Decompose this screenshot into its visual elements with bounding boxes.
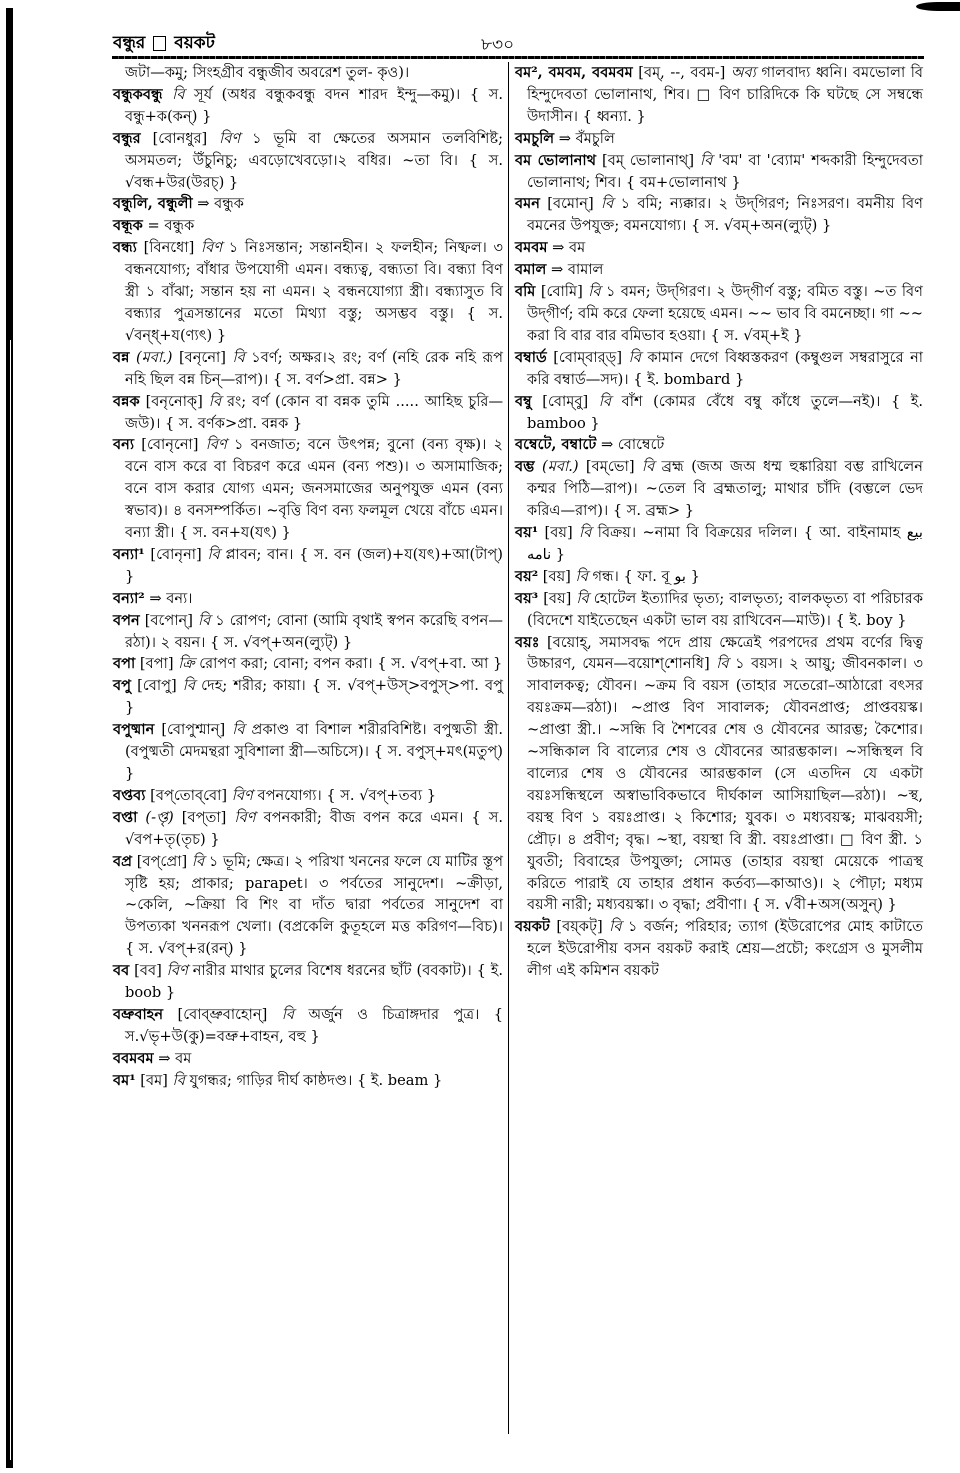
dictionary-entry bbox=[113, 347, 503, 391]
entry-etymology: { ই. beam } bbox=[357, 1071, 443, 1089]
entry-definition: বাঁশ (কোমর বেঁধে বম্বু কাঁধে তুলে—নই)। bbox=[621, 392, 881, 410]
entry-headword: বন্ধুর bbox=[113, 129, 141, 147]
entry-part-of-speech: বি bbox=[641, 458, 655, 476]
entry-headword: বন্ধূক bbox=[113, 217, 143, 235]
entry-etymology: { ই. bombard } bbox=[633, 370, 745, 388]
entry-part-of-speech: বি bbox=[588, 283, 601, 301]
entry-definition: ⇒ বন্য। bbox=[149, 589, 193, 607]
entry-definition: নারীর মাথার চুলের বিশেষ ধরনের ছাঁট (ববকাট)। bbox=[192, 962, 472, 980]
entry-headword: বপ্তা bbox=[113, 808, 138, 826]
dictionary-entry bbox=[113, 62, 503, 84]
entry-headword: বমচুলি bbox=[515, 129, 555, 147]
scan-corner-mark bbox=[916, 2, 960, 11]
entry-pronunciation: [বম] bbox=[140, 1071, 168, 1089]
entry-part-of-speech: বিণ bbox=[234, 808, 256, 826]
entry-headword: বপ্র bbox=[113, 852, 133, 870]
entry-etymology: { স. √বম্+ই } bbox=[710, 326, 803, 344]
entry-part-of-speech: বি bbox=[281, 1005, 295, 1023]
entry-pronunciation: [বোমি] bbox=[540, 283, 583, 301]
dictionary-entry bbox=[113, 128, 503, 194]
entry-headword: বমন bbox=[515, 195, 540, 213]
page-number: ৮৩০ bbox=[481, 35, 515, 55]
entry-register: (-প্তৃ) bbox=[145, 808, 174, 826]
entry-definition: বিক্রয়। ~নামা বি বিক্রয়ের দলিল। bbox=[597, 524, 798, 542]
entry-etymology: { বম+ভোলানাথ } bbox=[625, 173, 741, 191]
entry-pronunciation: [বিনধো] bbox=[143, 239, 195, 257]
dictionary-entry bbox=[113, 84, 503, 128]
entry-headword: বম্বার্ড bbox=[515, 348, 547, 366]
entry-headword: বয়² bbox=[515, 567, 539, 585]
entry-part-of-speech: বিণ bbox=[205, 436, 227, 454]
entry-etymology: { স. √বপ্+র(রন্) } bbox=[125, 940, 248, 958]
entry-part-of-speech: বি bbox=[575, 567, 588, 585]
entry-definition: রোপণ করা; বোনা; বপন করা। bbox=[199, 655, 373, 673]
dictionary-entry bbox=[113, 851, 503, 961]
dictionary-entry bbox=[515, 916, 923, 982]
entry-headword: বয়ঃ bbox=[515, 633, 540, 651]
dictionary-entry bbox=[113, 653, 503, 675]
dictionary-entry bbox=[113, 675, 503, 719]
entry-etymology: { স. √বপ্+অন(ল্যুট্) } bbox=[210, 633, 353, 651]
entry-pronunciation: [বোম্‌বার্‌ড্] bbox=[553, 348, 623, 366]
entry-headword: বয়¹ bbox=[515, 524, 539, 542]
entry-continuation-text: জটা—কমু; সিংহগ্রীব বন্ধুজীব অবরেশ তুল- কৃও)। bbox=[125, 64, 410, 81]
entry-definition: রং; বর্ণ (কোন বা বন্নক তুমি ..... আহিছ চুরি—জউ)। bbox=[125, 392, 504, 432]
entry-pronunciation: [বব] bbox=[134, 962, 162, 980]
entry-etymology: { স. √বপ্+উস্>বপুস্>পা. বপু } bbox=[125, 677, 503, 717]
entry-pronunciation: [বম্ ভোলানাথ্] bbox=[602, 151, 695, 169]
entry-headword: বম্ভ bbox=[515, 458, 535, 476]
entry-definition: ⇒ বামাল bbox=[550, 261, 604, 279]
entry-definition: দেহ; শরীর; কায়া। bbox=[201, 677, 306, 695]
entry-pronunciation: [বোনৃনো] bbox=[141, 436, 199, 454]
guide-words bbox=[113, 30, 215, 58]
dictionary-entry bbox=[515, 281, 923, 347]
entry-etymology: { ই. boob } bbox=[125, 962, 504, 1002]
entry-definition: ১ বমন; উদ্‌গিরণ। ২ উদ্‌গীর্ণ বস্তু; বমিত বস্তু। ~ত বিণ উদ্‌গীর্ণ; বমি করে ফেলা হয়েছে এমন। ~~ ভাব বি বমনেচ্ছা। গা ~~ করা বি বার বার বমিভাব হওয়া। bbox=[527, 283, 924, 344]
entry-etymology: { স. √বপ্+তব্য } bbox=[326, 786, 436, 804]
entry-headword: বপ্তব্য bbox=[113, 786, 146, 804]
entry-pronunciation: [বনৃনো] bbox=[178, 348, 226, 366]
entry-etymology: { স. ব্রহ্ম> } bbox=[612, 502, 695, 520]
entry-headword: বন্ধুলি, বন্ধুলী bbox=[113, 195, 193, 213]
entry-pronunciation: [বয়] bbox=[544, 524, 573, 542]
entry-etymology: { স. বপুস্+মৎ(মতুপ্) } bbox=[125, 743, 503, 782]
entry-pronunciation: [বপা] bbox=[139, 655, 174, 673]
entry-part-of-speech: বিণ bbox=[200, 239, 223, 257]
entry-etymology: { ধ্বন্যা. } bbox=[582, 107, 646, 125]
entry-definition: ১ বনজাত; বনে উৎপন্ন; বুনো (বন্য বৃক্ষ)। ২ বনে বাস করে বা বিচরণ করে এমন (বন্য পশু)। ৩ অসামাজিক; বনে বাস করার যোগ্য এমন; জনসমাজের অনুপযুক্ত এমন (বন্য স্বভাব)। ৪ বনসম্পর্কিত। ~বৃত্তি বিণ বন্য ফলমূল খেয়ে বাঁচে এমন। বন্যা স্ত্রী। bbox=[125, 436, 504, 542]
entry-headword: বন্য bbox=[113, 436, 135, 454]
entry-headword: বন্যা¹ bbox=[113, 545, 145, 563]
entry-etymology: { স.√ভৃ+উ(কু)=বভ্রু+বাহন, বহু } bbox=[125, 1005, 504, 1045]
dictionary-entry bbox=[515, 128, 923, 150]
entry-headword: বপু bbox=[113, 677, 132, 695]
entry-etymology: { স. √বপ্+বা. আ } bbox=[377, 655, 503, 673]
entry-definition: ১ বমি; ন্যক্কার। ২ উদ্‌গিরণ; নিঃসরণ। বমনীয় বিণ বমনের উপযুক্ত; বমনযোগ্য। bbox=[527, 195, 923, 235]
dictionary-entry bbox=[113, 237, 503, 347]
dictionary-entry bbox=[113, 610, 503, 654]
entry-etymology: { স. বন+য(যৎ) } bbox=[179, 524, 291, 542]
entry-definition: গালবাদ্য ধ্বনি। বমভোলা বি হিন্দুদেবতা ভোলানাথ, শিব। □ বিণ চারিদিকে কি ঘটছে সে সম্বন্ধে উদাসীন। bbox=[527, 64, 924, 125]
entry-part-of-speech: ক্রি bbox=[178, 655, 195, 673]
entry-headword: বম্বেটে, বম্বাটে bbox=[515, 436, 597, 454]
entry-part-of-speech: বি bbox=[197, 611, 211, 629]
entry-definition: ⇒ বম bbox=[552, 239, 586, 257]
entry-part-of-speech: বিণ bbox=[231, 786, 253, 804]
entry-definition: = বন্ধুক bbox=[147, 217, 195, 235]
dictionary-entry bbox=[113, 1048, 503, 1070]
entry-headword: বম², বমবম, ববমবম bbox=[515, 64, 633, 81]
entry-definition: ⇒ বঁমচুলি bbox=[558, 129, 615, 147]
entry-definition: সূর্য (অধর বন্ধুকবন্ধু বদন শারদ ইন্দু—কমু)। bbox=[194, 85, 461, 103]
entry-definition: হোটেল ইত্যাদির ভৃত্য; বালভৃত্য; বালকভৃত্য বা পরিচারক (বিদেশে যাইতেছেন একটা ভাল বয় রাখিবেন—মাউ)। bbox=[527, 589, 924, 629]
entry-definition: বপনযোগ্য। bbox=[257, 786, 322, 804]
entry-pronunciation: [বয়োহ্, সমাসবদ্ধ পদে প্রায় ক্ষেত্রেই পরপদের প্রথম বর্ণের দ্বিত্ব উচ্চারণ, যেমন—বয়োশ্‌শোনধি] bbox=[527, 633, 924, 673]
entry-headword: বন্ধ্য bbox=[113, 239, 137, 257]
entry-pronunciation: [বম্‌ভো] bbox=[585, 458, 635, 476]
entry-pronunciation: [বপ্‌তা] bbox=[181, 808, 227, 826]
entry-pronunciation: [বপ্‌প্রো] bbox=[136, 852, 188, 870]
dictionary-entry bbox=[515, 566, 923, 588]
entry-part-of-speech: বি bbox=[579, 524, 592, 542]
entry-pronunciation: [বোব্‌ভ্রুবাহোন্] bbox=[177, 1005, 268, 1023]
entry-part-of-speech: বি bbox=[232, 348, 245, 366]
entry-part-of-speech: বি bbox=[609, 918, 622, 936]
entry-pronunciation: [বয়্‌কট্] bbox=[556, 918, 603, 936]
dictionary-entry bbox=[515, 391, 923, 435]
entry-pronunciation: [বয়] bbox=[543, 589, 572, 607]
entry-register: (মবা.) bbox=[135, 348, 173, 366]
entry-part-of-speech: বি bbox=[598, 392, 612, 410]
entry-headword: বম¹ bbox=[113, 1071, 136, 1089]
entry-definition: ১ রোপণ; বোনা (আমি বৃথাই স্বপন করেছি বপন—রঠা)। ২ বয়ন। bbox=[125, 611, 503, 651]
dictionary-entry bbox=[113, 807, 503, 851]
entry-part-of-speech: বি bbox=[208, 392, 222, 410]
entry-part-of-speech: বি bbox=[716, 655, 729, 673]
entry-headword: বন্যা² bbox=[113, 589, 145, 607]
dictionary-entry bbox=[113, 1004, 503, 1048]
entry-etymology: { স. বন (জল)+য(যৎ)+আ(টাপ্) } bbox=[125, 545, 503, 585]
entry-definition: ⇒ বন্ধুক bbox=[197, 195, 245, 213]
entry-part-of-speech: বি bbox=[172, 85, 185, 103]
entry-headword: বমবম bbox=[515, 239, 548, 257]
entry-part-of-speech: বিণ bbox=[219, 129, 241, 147]
entry-headword: বম্বু bbox=[515, 392, 532, 410]
entry-part-of-speech: অব্য bbox=[730, 64, 756, 81]
entry-part-of-speech: বি bbox=[600, 195, 614, 213]
entry-pronunciation: [বপোন্] bbox=[144, 611, 193, 629]
entry-part-of-speech: বি bbox=[172, 1071, 185, 1089]
entry-headword: বন্ধুকবন্ধু bbox=[113, 85, 163, 103]
entry-etymology: { ফা. বূ بو } bbox=[623, 567, 700, 585]
dictionary-entry bbox=[515, 237, 923, 259]
guide-separator-box-icon bbox=[153, 36, 166, 51]
entry-register: (মবা.) bbox=[542, 458, 579, 476]
dictionary-entry bbox=[113, 785, 503, 807]
entry-etymology: { স. √বী+অস(অসুন্) } bbox=[751, 896, 897, 914]
dictionary-entry bbox=[515, 347, 923, 391]
dictionary-entry bbox=[515, 522, 923, 566]
entry-part-of-speech: বি bbox=[576, 589, 589, 607]
entry-definition: ১ বয়স। ২ আয়ু; জীবনকাল। ৩ সাবালকত্ব; যৌবন। ~ক্রম বি বয়স (তাহার সতেরো–আঠারো বৎসর বয়ঃক্রম—রঠা)। ~প্রাপ্ত বিণ সাবালক; যৌবনপ্রাপ্ত; প্রাপ্তবয়স্ক। ~প্রাপ্তা স্ত্রী.। ~সন্ধি বি শৈশবের শেষ ও যৌবনের আরম্ভ; কৈশোর। ~সন্ধিকাল বি বাল্যের শেষ ও যৌবনের আরম্ভকাল। ~সন্ধিস্থল বি বাল্যের শেষ ও যৌবনের আরম্ভকাল (সে এতদিন যে একটা বয়ঃসন্ধিস্থলে অস্বাভাবিকভাবে দীর্ঘকাল আসিয়াছিল—রঠা)। ~স্থ, বয়স্থ বিণ ১ বয়ঃপ্রাপ্ত। ২ কিশোর; যুবক। ৩ মধ্যবয়স্ক; মাঝবয়সী; প্রৌঢ়। ৪ প্রবীণ; বৃদ্ধ। ~স্থা, বয়স্থা বি স্ত্রী. বয়ঃপ্রাপ্তা। □ বিণ স্ত্রী. ১ যুবতী; বিবাহের উপযুক্তা; সোমত্ত (তাহার বয়স্থা মেয়েকে পাত্রস্থ করিতে পারাই যে তাহার প্রধান কর্তব্য—কাআও)। ২ পৌঢ়া; মধ্যম বয়সী নারী; মধ্যবয়স্কা। ৩ বৃদ্ধা; প্রবীণা। bbox=[527, 655, 924, 914]
entry-part-of-speech: বিণ bbox=[166, 962, 188, 980]
entry-definition: গন্ধ। bbox=[592, 567, 619, 585]
dictionary-entry bbox=[515, 456, 923, 522]
entry-pronunciation: [বম্, --, ববম-] bbox=[638, 64, 726, 81]
dictionary-entry bbox=[515, 632, 923, 917]
dictionary-entry bbox=[515, 259, 923, 281]
entry-part-of-speech: বি bbox=[207, 545, 220, 563]
entry-pronunciation: [বয়] bbox=[542, 567, 571, 585]
entry-etymology: { স. √বন্ধ্+য(ণ্যৎ) } bbox=[125, 304, 503, 344]
entry-pronunciation: [বোপুশ্মান্] bbox=[161, 721, 226, 739]
entry-definition: ১ নিঃসন্তান; সন্তানহীন। ২ ফলহীন; নিষ্ফল। ৩ বন্ধনযোগ্য; বাঁধার উপযোগী এমন। বন্ধ্যত্ব, বন্ধ্যতা বি। বন্ধ্যা বিণ স্ত্রী ১ বাঁঝা; সন্তান হয় না এমন। ২ বন্ধনযোগ্যা স্ত্রী। বন্ধ্যাসুত বি বন্ধ্যার পুত্রসন্তানের মতো মিথ্যা বস্তু; অসম্ভব বস্তু। bbox=[125, 239, 504, 322]
entry-etymology: { স. √বন্ধ+উর(উরচ্) } bbox=[125, 151, 503, 191]
entry-headword: বন্ন bbox=[113, 348, 130, 366]
entry-part-of-speech: বি bbox=[232, 721, 245, 739]
entry-definition: প্লাবন; বান। bbox=[225, 545, 294, 563]
entry-etymology: { স. √বম্+অন(ল্যুট্) } bbox=[690, 217, 832, 235]
entry-part-of-speech: বি bbox=[182, 677, 196, 695]
entry-definition: কামান দেগে বিধ্বস্তকরণ (কম্বুগুল সম্বরাসুরে না করি বম্বার্ড—সদ)। bbox=[527, 348, 924, 388]
entry-etymology: { আ. বাইনামাহ بیع نامه } bbox=[527, 524, 923, 563]
entry-headword: বমি bbox=[515, 283, 536, 301]
entry-definition: ⇒ বম bbox=[158, 1049, 192, 1067]
dictionary-entry bbox=[515, 193, 923, 237]
entry-headword: বপন bbox=[113, 611, 140, 629]
dictionary-entry bbox=[113, 960, 503, 1004]
entry-headword: বমাল bbox=[515, 261, 547, 279]
entry-headword: বপুষ্মান bbox=[113, 721, 155, 739]
entry-headword: বভ্রুবাহন bbox=[113, 1005, 164, 1023]
entry-definition: ⇒ বোম্বেটে bbox=[600, 436, 665, 454]
dictionary-entry bbox=[113, 544, 503, 588]
entry-definition: ১বর্ণ; অক্ষর।২ রং; বর্ণ (নহি রেক নহি রূপ নহি ছিল বন্ন চিন্—রাপ)। bbox=[125, 348, 503, 388]
entry-headword: বব bbox=[113, 962, 130, 980]
entry-etymology: { স. √বপ+তৃ(তৃচ) } bbox=[125, 808, 504, 848]
dictionary-entry bbox=[113, 588, 503, 610]
dictionary-entry bbox=[113, 1070, 503, 1092]
dictionary-entry bbox=[515, 434, 923, 456]
entry-definition: ১ ভূমি বা ক্ষেতের অসমান তলবিশিষ্ট; অসমতল; উঁচুনিচু; এবড়োখেবড়ো।২ বধির। ~তা বি। bbox=[125, 129, 504, 169]
entry-etymology: { ই. bamboo } bbox=[527, 392, 924, 432]
entry-etymology: { স. বর্ণ>প্রা. বন্ন> } bbox=[272, 370, 402, 388]
entry-part-of-speech: বি bbox=[700, 151, 713, 169]
entry-headword: বপা bbox=[113, 655, 136, 673]
entry-pronunciation: [বোপু] bbox=[137, 677, 177, 695]
guide-word-last: বয়কট bbox=[174, 33, 215, 53]
entry-etymology: { স. বর্ণক>প্রা. বন্নক } bbox=[164, 414, 303, 432]
binding-gutter-line bbox=[10, 340, 11, 1460]
left-column bbox=[113, 62, 503, 1092]
entry-etymology: { স. বন্ধু+ক(কন্) } bbox=[125, 85, 503, 125]
dictionary-entry bbox=[515, 62, 923, 128]
entry-pronunciation: [বনৃনোক্] bbox=[145, 392, 203, 410]
entry-headword: ববমবম bbox=[113, 1049, 154, 1067]
entry-definition: ব্রহ্ম (জঅ জঅ ধম্ম হুঙ্কারিয়া বম্ভ রাখিলেন কম্মর পিঠি—রাপ)। ~তেল বি ব্রহ্মতালু; মাথার চাঁদি (বম্ভলে ভেদ করিএ—রাপ)। bbox=[527, 458, 924, 520]
entry-pronunciation: [বপ্‌তোব্‌বো] bbox=[150, 786, 228, 804]
header-rule bbox=[112, 56, 924, 59]
entry-definition: যুগন্ধর; গাড়ির দীর্ঘ কাষ্ঠদণ্ড। bbox=[189, 1071, 353, 1089]
entry-definition: 'বম' বা 'ব্যোম' শব্দকারী হিন্দুদেবতা ভোলানাথ; শিব। bbox=[527, 151, 924, 191]
entry-definition: প্রকাণ্ড বা বিশাল শরীরবিশিষ্ট। বপুষ্মতী স্ত্রী. (বপুষ্মতী মেদমন্থরা সুবিশালা স্ত্রী—অচিসে)। bbox=[125, 721, 503, 761]
entry-pronunciation: [বমোন্] bbox=[547, 195, 594, 213]
entry-part-of-speech: বি bbox=[191, 852, 205, 870]
entry-pronunciation: [বোম্‌বু] bbox=[542, 392, 589, 410]
entry-etymology: { ই. boy } bbox=[835, 611, 907, 629]
dictionary-entry bbox=[515, 588, 923, 632]
entry-headword: বন্নক bbox=[113, 392, 140, 410]
dictionary-entry bbox=[515, 150, 923, 194]
entry-headword: বম ভোলানাথ bbox=[515, 151, 597, 169]
entry-part-of-speech: বি bbox=[628, 348, 641, 366]
dictionary-entry bbox=[113, 215, 503, 237]
entry-definition: বপনকারী; বীজ বপন করে এমন। bbox=[263, 808, 464, 826]
entry-definition: ১ ভূমি; ক্ষেত্র। ২ পরিখা খননের ফলে যে মাটির স্তূপ সৃষ্টি হয়; প্রাকার; parapet। ৩ পর্বতের সানুদেশ। ~ক্রীড়া, ~কেলি, ~ক্রিয়া বি শিং বা দাঁত দ্বারা পর্বতের সানুদেশ বা উপত্যকা খননরূপ খেলা। (বপ্রকেলি কুতূহলে মত্ত করিগণ—বিচ)। bbox=[125, 852, 503, 936]
entry-pronunciation: [বোনৃনা] bbox=[150, 545, 202, 563]
entry-definition: ১ বর্জন; পরিহার; ত্যাগ (ইউরোপের মোহ কাটাতে হলে ইউরোপীয় বসন বয়কট করাই শ্রেয়—প্রচৌ; কংগ্রেস ও মুসলীম লীগ এই কমিশন বয়কট bbox=[527, 918, 924, 980]
dictionary-entry bbox=[113, 719, 503, 785]
dictionary-entry bbox=[113, 434, 503, 544]
entry-pronunciation: [বোনধুর] bbox=[152, 129, 208, 147]
dictionary-entry bbox=[113, 193, 503, 215]
dictionary-entry bbox=[113, 391, 503, 435]
entry-definition: অর্জুন ও চিত্রাঙ্গদার পুত্র। bbox=[308, 1005, 480, 1023]
guide-word-first: বন্ধুর bbox=[113, 33, 146, 53]
page-header bbox=[113, 28, 913, 58]
entry-headword: বয়কট bbox=[515, 918, 550, 936]
entry-headword: বয়³ bbox=[515, 589, 539, 607]
column-divider bbox=[508, 62, 509, 1434]
right-column bbox=[515, 62, 923, 982]
